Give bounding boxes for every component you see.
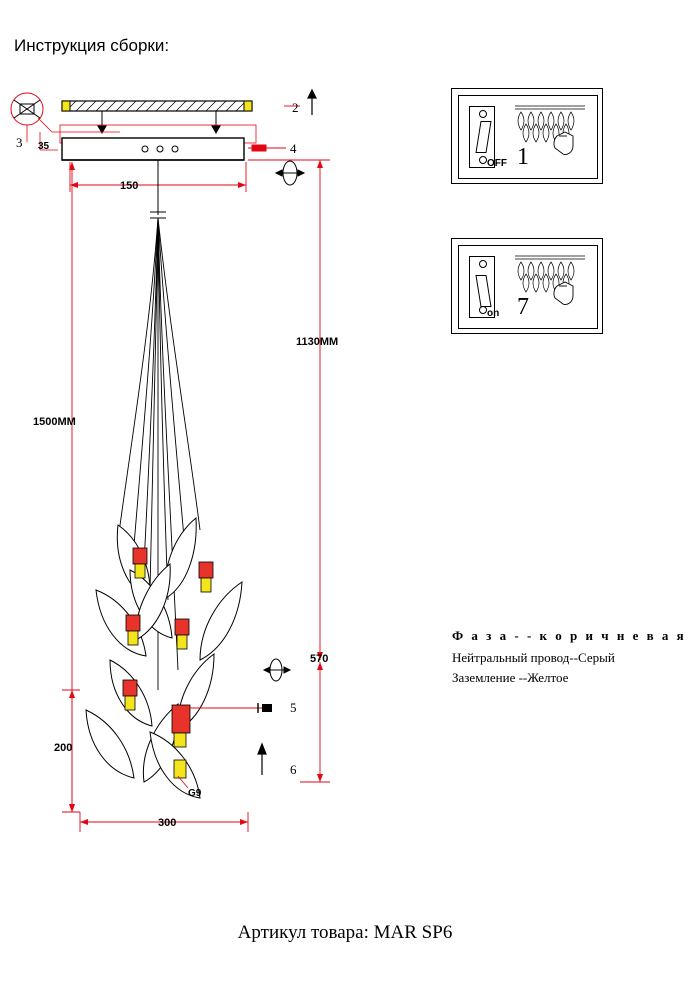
- dim-label-1130: 1130ММ: [296, 336, 339, 348]
- hand-icon: [554, 282, 573, 305]
- switch-step-2: [451, 238, 603, 334]
- switch-toggle-icon: [475, 275, 491, 307]
- rotation-symbol-top: [276, 161, 304, 185]
- article-number: Артикул товара: MAR SP6: [237, 922, 453, 943]
- wiring-phase-label: Ф а з а - - к о р и ч н е в а я: [452, 628, 687, 643]
- dim-label-1500: 1500ММ: [33, 416, 76, 428]
- switch-screw-bottom-icon: [479, 306, 487, 314]
- suspension-stem: [150, 160, 166, 218]
- step-label-6: 6: [290, 762, 297, 777]
- switch-screw-top-icon: [479, 260, 487, 268]
- page-title: Инструкция сборки:: [14, 36, 170, 55]
- switch-step-number-1: 1: [517, 144, 529, 170]
- step-2-arrow: [284, 90, 316, 115]
- switch-step-1: [451, 88, 603, 184]
- switch-toggle-icon: [475, 121, 491, 153]
- step-label-2: 2: [292, 100, 299, 115]
- fixture-thumbnail-2: [511, 252, 589, 308]
- switch-state-label-1: OFF: [487, 158, 507, 169]
- wiring-neutral-label: Нейтральный провод--Серый: [452, 650, 615, 665]
- ceiling-slab: [62, 101, 252, 111]
- step-label-4: 4: [290, 141, 297, 156]
- dim-label-150: 150: [120, 180, 139, 192]
- step-label-5: 5: [290, 700, 297, 715]
- dim-570: [300, 662, 330, 782]
- dim-label-300: 300: [158, 817, 177, 829]
- lamp-base-label: G9: [188, 788, 202, 799]
- wiring-ground-label: Заземление --Желтое: [452, 670, 569, 685]
- step-4-pointer: [248, 145, 286, 151]
- switch-step-number-2: 7: [517, 294, 529, 320]
- dim-label-35: 35: [38, 141, 50, 152]
- step-label-3: 3: [16, 135, 23, 150]
- canopy-plate: [62, 138, 244, 160]
- dim-label-570: 570: [310, 653, 329, 665]
- switch-step-1-frame: [458, 95, 598, 179]
- step-6-arrow: [258, 744, 266, 775]
- hand-icon: [554, 132, 573, 155]
- dim-1130: [248, 160, 330, 660]
- leaf-shades: [86, 518, 242, 798]
- switch-screw-top-icon: [479, 110, 487, 118]
- switch-screw-bottom-icon: [479, 156, 487, 164]
- rotation-symbol-lower: [264, 659, 290, 681]
- dim-label-200: 200: [54, 742, 73, 754]
- fixture-drawing: [0, 70, 440, 910]
- switch-state-label-2: on: [487, 308, 500, 319]
- switch-step-2-frame: [458, 245, 598, 329]
- fixture-thumbnail-1: [511, 102, 589, 158]
